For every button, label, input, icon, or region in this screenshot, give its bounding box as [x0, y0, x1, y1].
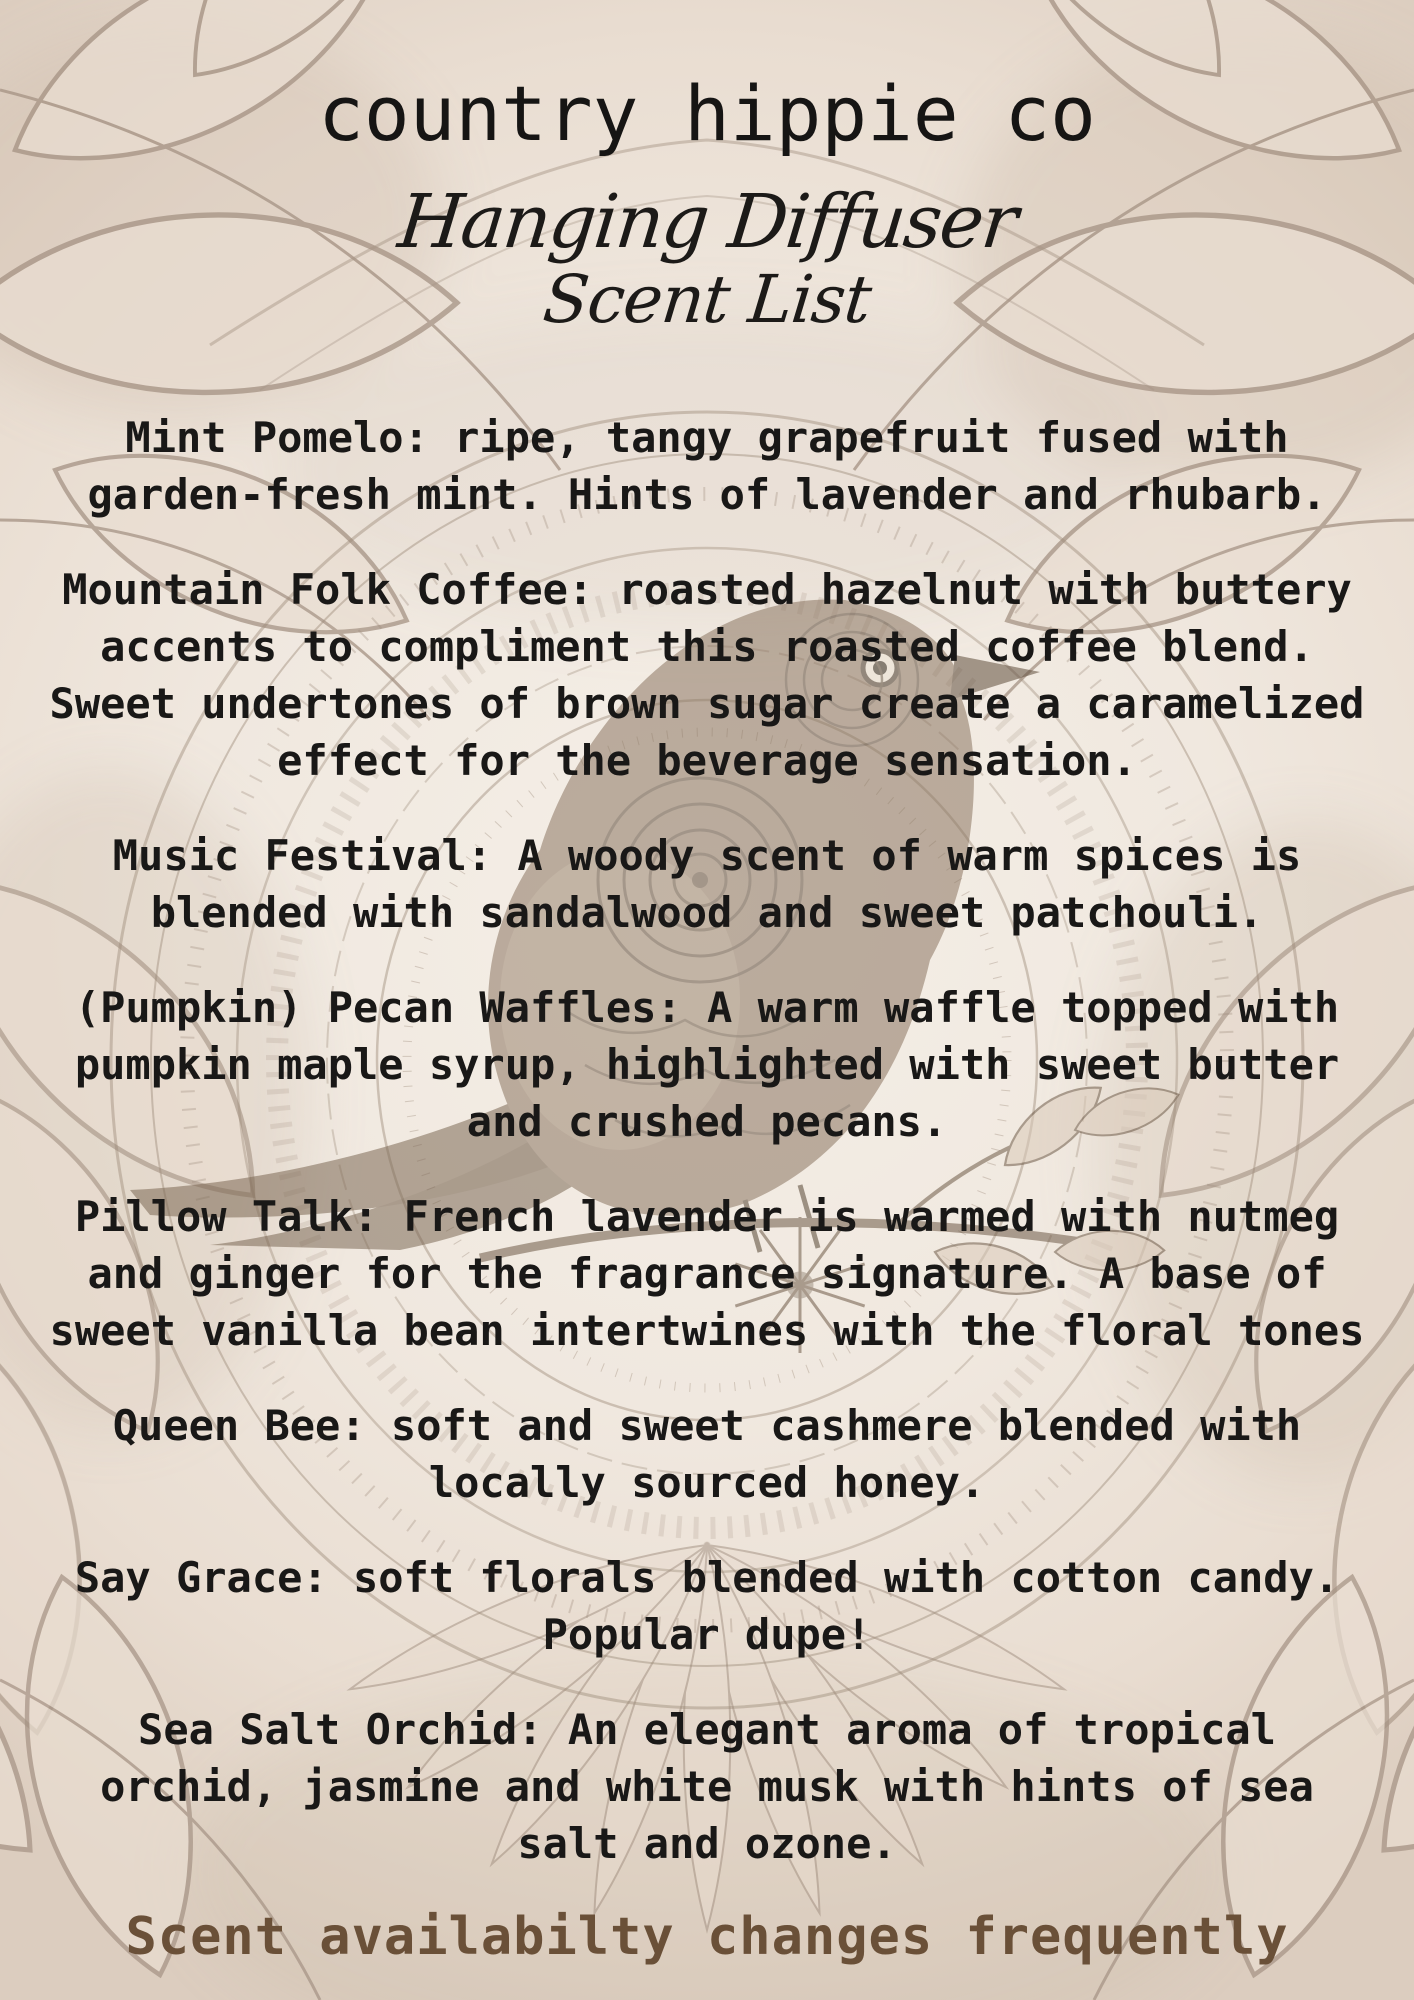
scent-description: A woody scent of warm spices is blended with sandalwood and sweet patchouli. — [150, 830, 1302, 937]
availability-note: Scent availabilty changes frequently — [125, 1906, 1289, 1967]
scent-name: Say Grace — [74, 1552, 303, 1602]
scent-description: French lavender is warmed with nutmeg and ginger for the fragrance signature. A base of sweet vanilla bean intertwines with the floral tones — [49, 1191, 1365, 1355]
scent-description: ripe, tangy grapefruit fused with garden-fresh mint. Hints of lavender and rhubarb. — [87, 412, 1327, 519]
scent-item-pillow-talk — [39, 1188, 1375, 1359]
scent-item-pumpkin-pecan-waffles — [39, 979, 1375, 1150]
scent-description: soft and sweet cashmere blended with locally sourced honey. — [390, 1400, 1302, 1507]
scent-item-music-festival — [39, 827, 1375, 941]
scent-name: (Pumpkin) Pecan Waffles — [74, 982, 657, 1032]
scent-name: Queen Bee — [112, 1400, 341, 1450]
scent-name-separator: : — [466, 830, 518, 880]
brand-title: country hippie co — [318, 69, 1096, 158]
scent-name-separator: : — [352, 1191, 404, 1241]
subtitle-script-line2: Scent List — [539, 261, 875, 339]
scent-name: Sea Salt Orchid — [138, 1704, 518, 1754]
scent-item-mountain-folk-coffee — [39, 561, 1375, 789]
scent-name: Pillow Talk — [74, 1191, 353, 1241]
scent-description: soft florals blended with cotton candy. Popular dupe! — [352, 1552, 1340, 1659]
scent-name: Music Festival — [112, 830, 467, 880]
scent-description: An elegant aroma of tropical orchid, jasmine and white musk with hints of sea salt and ozone. — [100, 1704, 1314, 1868]
scent-name-separator: : — [567, 564, 619, 614]
scent-name-separator: : — [403, 412, 455, 462]
scent-item-sea-salt-orchid — [39, 1701, 1375, 1872]
scent-name-separator: : — [656, 982, 707, 1032]
scent-name: Mint Pomelo — [125, 412, 404, 462]
scent-item-queen-bee — [39, 1397, 1375, 1511]
scent-name-separator: : — [517, 1704, 568, 1754]
scent-list — [36, 409, 1378, 1872]
scent-item-mint-pomelo — [39, 409, 1375, 523]
subtitle-script-line1: Hanging Diffuser — [394, 178, 1020, 265]
scent-name-separator: : — [302, 1552, 353, 1602]
scent-name: Mountain Folk Coffee — [62, 564, 568, 614]
scent-description: A warm waffle topped with pumpkin maple syrup, highlighted with sweet butter and crushed pecans. — [74, 982, 1340, 1146]
scent-description: roasted hazelnut with buttery accents to compliment this roasted coffee blend. Sweet undertones of brown sugar create a caramelized effect for the beverage sensation. — [49, 564, 1365, 785]
scent-item-say-grace — [39, 1549, 1375, 1663]
scent-name-separator: : — [340, 1400, 391, 1450]
